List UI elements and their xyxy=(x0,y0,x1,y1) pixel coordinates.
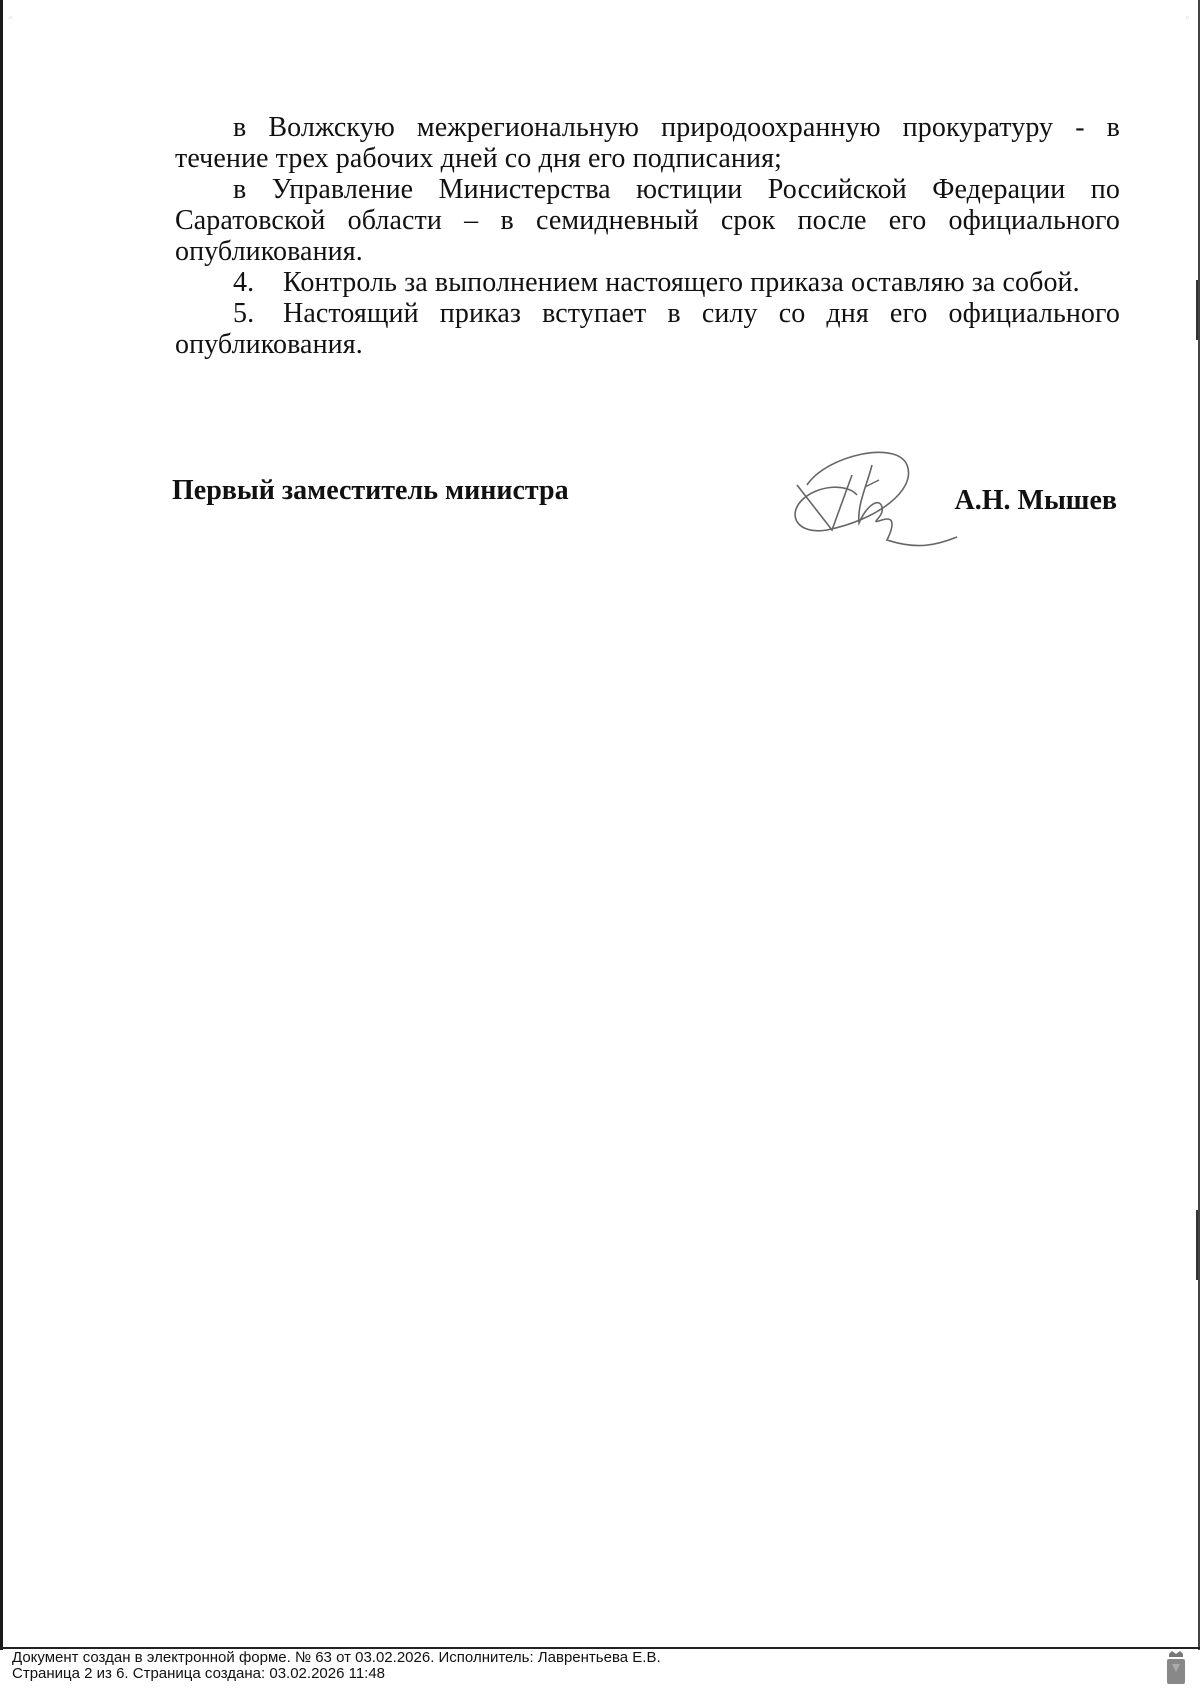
scan-border-left xyxy=(0,0,3,1650)
signature-block xyxy=(172,470,1122,560)
item-number: 5. xyxy=(233,298,255,329)
paragraph-text: Настоящий приказ вступает в силу со дня его официального опубликования. xyxy=(175,298,1120,360)
footer-line-document: Документ создан в электронной форме. № 63 от 03.02.2026. Исполнитель: Лаврентьева Е.В. xyxy=(12,1649,661,1666)
footer-info xyxy=(12,1650,661,1682)
signatory-name: А.Н. Мышев xyxy=(954,485,1117,516)
paragraph-item-4 xyxy=(175,267,1120,298)
document-body xyxy=(175,112,1120,360)
item-number: 4. xyxy=(233,267,255,298)
signatory-position: Первый заместитель министра xyxy=(172,475,569,506)
coat-of-arms-icon xyxy=(1164,1650,1188,1686)
handwritten-signature-icon xyxy=(787,445,967,555)
corner-mark: ◦ xyxy=(8,14,14,24)
footer-line-page: Страница 2 из 6. Страница создана: 03.02.2026 11:48 xyxy=(12,1665,386,1682)
paragraph-text: Контроль за выполнением настоящего приказа оставляю за собой. xyxy=(283,267,1080,298)
paragraph-prosecutor xyxy=(175,112,1120,174)
paragraph-text: в Волжскую межрегиональную природоохранную прокуратуру - в течение трех рабочих дней со дня его подписания; xyxy=(175,112,1120,174)
scan-artifact xyxy=(1196,280,1198,340)
scan-artifact xyxy=(1196,1210,1198,1280)
paragraph-item-5 xyxy=(175,298,1120,360)
paragraph-ministry-justice xyxy=(175,174,1120,267)
paragraph-text: в Управление Министерства юстиции Российской Федерации по Саратовской области – в семидневный срок после его официального опубликования. xyxy=(175,174,1120,267)
corner-mark: ◦ xyxy=(1184,14,1190,24)
